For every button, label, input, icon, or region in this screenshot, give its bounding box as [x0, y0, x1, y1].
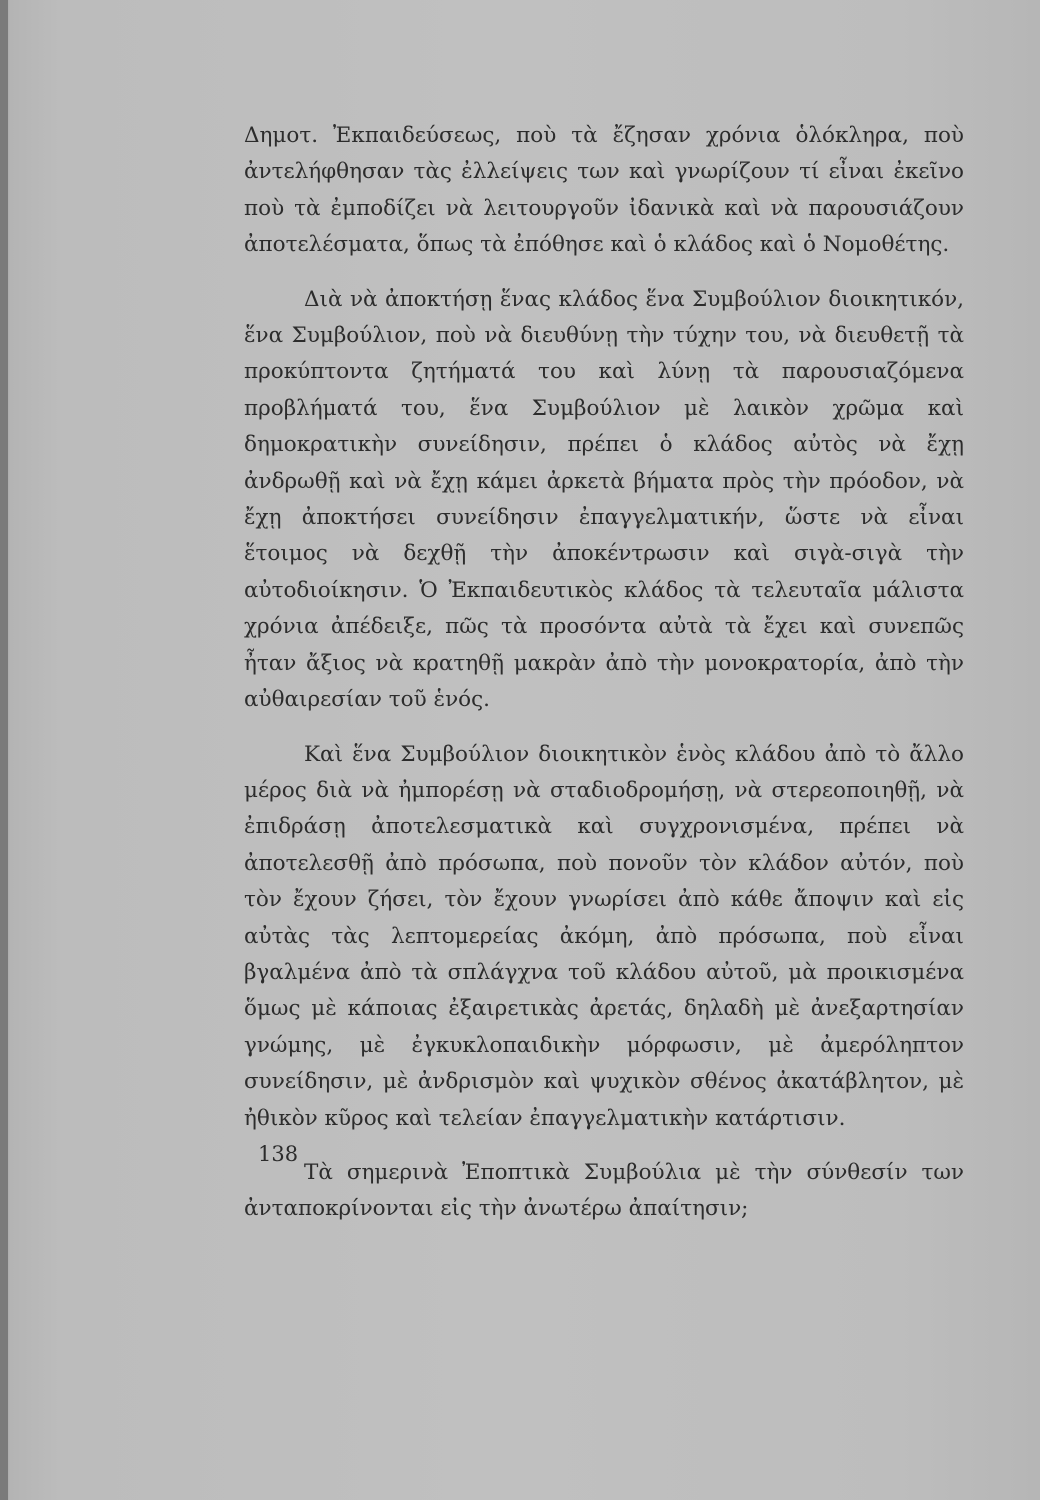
paragraph-4: Τὰ σημερινὰ Ἐποπτικὰ Συμβούλια μὲ τὴν σύνθεσίν των ἀνταποκρίνονται εἰς τὴν ἀνωτέρω ἀπαίτησιν;: [244, 1159, 964, 1222]
body-text: [244, 118, 964, 1246]
paragraph-2: Διὰ νὰ ἀποκτήσῃ ἕνας κλάδος ἕνα Συμβούλιον διοικητικόν, ἕνα Συμβούλιον, ποὺ νὰ διευθύνῃ τὴν τύχην του, νὰ διευθετῇ τὰ προκύπτοντα ζητήματά του καὶ λύνῃ τὰ παρουσιαζόμενα προβλήματά του, ἕνα Συμβούλιον μὲ λαικὸν χρῶμα καὶ δημοκρατικὴν συνείδησιν, πρέπει ὁ κλάδος αὐτὸς νὰ ἔχῃ ἀνδρωθῇ καὶ νὰ ἔχῃ κάμει ἀρκετὰ βήματα πρὸς τὴν πρόοδον, νὰ ἔχῃ ἀποκτήσει συνείδησιν ἐπαγγελματικήν, ὥστε νὰ εἶναι ἕτοιμος νὰ δεχθῇ τὴν ἀποκέντρωσιν καὶ σιγὰ-σιγὰ τὴν αὐτοδιοίκησιν. Ὁ Ἐκπαιδευτικὸς κλάδος τὰ τελευταῖα μάλιστα χρόνια ἀπέδειξε, πῶς τὰ προσόντα αὐτὰ τὰ ἔχει καὶ συνεπῶς ἦταν ἄξιος νὰ κρατηθῇ μακρὰν ἀπὸ τὴν μονοκρατορία, ἀπὸ τὴν αὐθαιρεσίαν τοῦ ἑνός.: [244, 286, 964, 713]
page-binding-edge: [0, 0, 8, 1500]
paragraph-3: Καὶ ἕνα Συμβούλιον διοικητικὸν ἑνὸς κλάδου ἀπὸ τὸ ἄλλο μέρος διὰ νὰ ἠμπορέσῃ νὰ σταδιοδρομήσῃ, νὰ στερεοποιηθῇ, νὰ ἐπιδράσῃ ἀποτελεσματικὰ καὶ συγχρονισμένα, πρέπει νὰ ἀποτελεσθῇ ἀπὸ πρόσωπα, ποὺ πονοῦν τὸν κλάδον αὐτόν, ποὺ τὸν ἔχουν ζήσει, τὸν ἔχουν γνωρίσει ἀπὸ κάθε ἄποψιν καὶ εἰς αὐτὰς τὰς λεπτομερείας ἀκόμη, ἀπὸ πρόσωπα, ποὺ εἶναι βγαλμένα ἀπὸ τὰ σπλάγχνα τοῦ κλάδου αὐτοῦ, μὰ προικισμένα ὅμως μὲ κάποιας ἐξαιρετικὰς ἀρετάς, δηλαδὴ μὲ ἀνεξαρτησίαν γνώμης, μὲ ἐγκυκλοπαιδικὴν μόρφωσιν, μὲ ἀμερόληπτον συνείδησιν, μὲ ἀνδρισμὸν καὶ ψυχικὸν σθένος ἀκατάβλητον, μὲ ἠθικὸν κῦρος καὶ τελείαν ἐπαγγελματικὴν κατάρτισιν.: [244, 741, 964, 1131]
paragraph-1: Δημοτ. Ἐκπαιδεύσεως, ποὺ τὰ ἔζησαν χρόνια ὁλόκληρα, ποὺ ἀντελήφθησαν τὰς ἐλλείψεις των καὶ γνωρίζουν τί εἶναι ἐκεῖνο ποὺ τὰ ἐμποδίζει νὰ λειτουργοῦν ἰδανικὰ καὶ νὰ παρουσιάζουν ἀποτελέσματα, ὅπως τὰ ἐπόθησε καὶ ὁ κλάδος καὶ ὁ Νομοθέτης.: [244, 123, 964, 258]
page-number: 138: [258, 1142, 299, 1166]
